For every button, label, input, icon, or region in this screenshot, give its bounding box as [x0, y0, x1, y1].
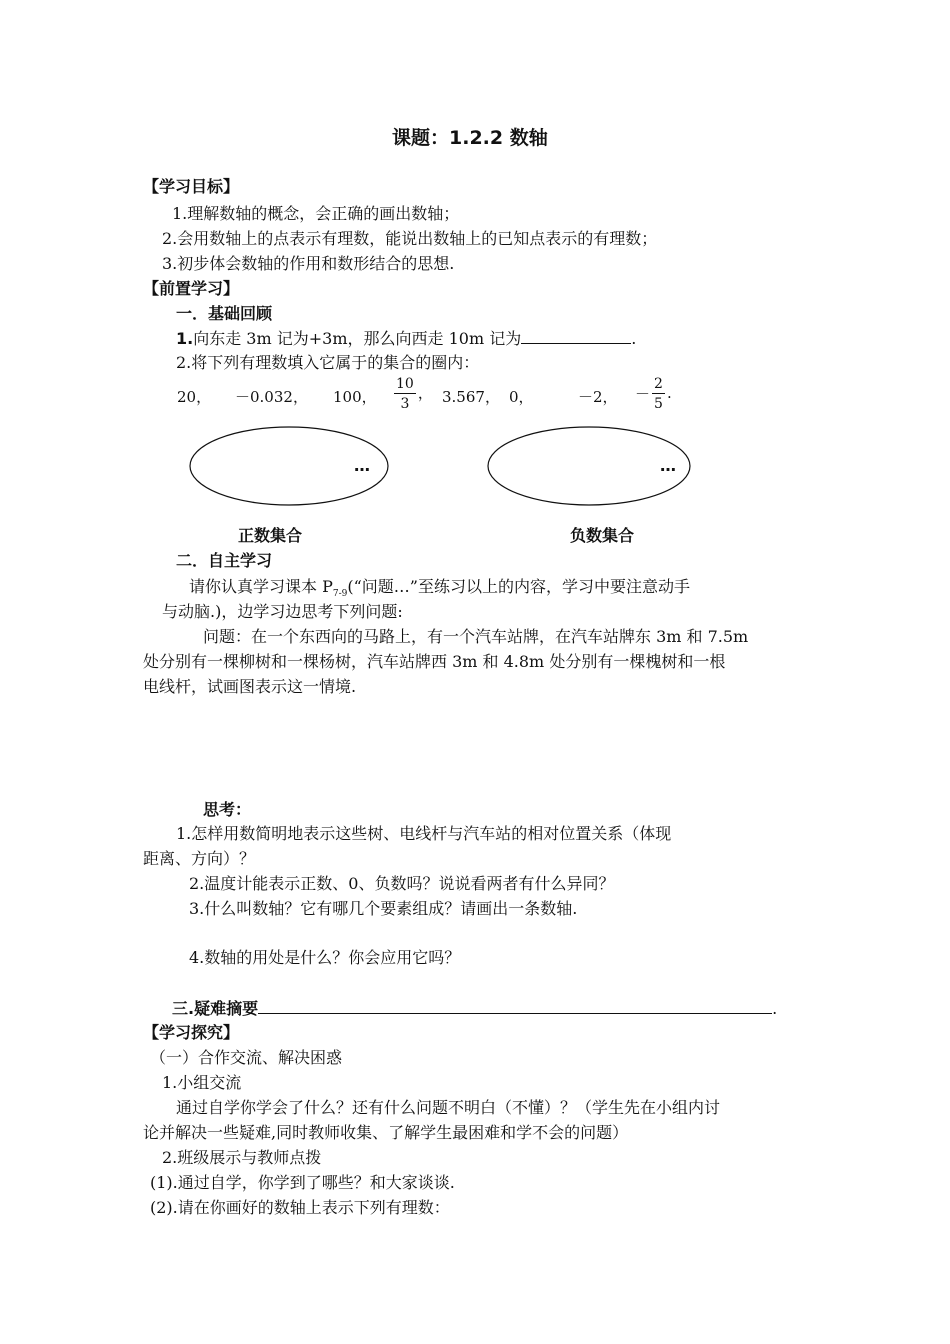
self-study-text: 请你认真学习课本 P [189, 577, 333, 596]
think-header: 思考： [203, 800, 252, 819]
negative-set-dots: … [660, 456, 676, 475]
number-item: 3.567， [442, 388, 500, 406]
number-item: －0.032， [235, 388, 308, 406]
self-study-paragraph-line2: 与动脑.)，边学习边思考下列问题: [162, 602, 403, 621]
problem-text: 电线杆，试画图表示这一情境. [143, 677, 357, 696]
number-item: 0， [509, 388, 534, 406]
think-question-1: 1.怎样用数简明地表示这些树、电线杆与汽车站的相对位置关系（体现 [176, 824, 672, 843]
objective-item: 1.理解数轴的概念，会正确的画出数轴； [172, 204, 460, 223]
difficulty-blank[interactable] [258, 999, 772, 1014]
difficulty-summary [172, 998, 777, 1020]
negative-set-label: 负数集合 [570, 526, 635, 545]
class-item: (1).通过自学，你学到了哪些？和大家谈谈. [150, 1173, 455, 1192]
think-question-3: 3.什么叫数轴？它有哪几个要素组成？请画出一条数轴. [189, 899, 578, 918]
objective-item: 3.初步体会数轴的作用和数形结合的思想. [162, 254, 455, 273]
fraction-sign: － [635, 385, 651, 403]
positive-set-label: 正数集合 [238, 526, 303, 545]
think-question-2: 2.温度计能表示正数、0、负数吗？说说看两者有什么异同？ [189, 874, 615, 893]
number-item: －2， [578, 388, 618, 406]
group-text: 论并解决一些疑难,同时教师收集、了解学生最困难和学不会的问题） [143, 1123, 629, 1142]
review-q1-end: . [631, 329, 637, 348]
think-question-1-cont: 距离、方向）？ [143, 849, 256, 868]
number-item: 100， [333, 388, 377, 406]
fraction-numerator: 2 [654, 376, 663, 392]
fraction-tail: ， [417, 384, 433, 402]
objective-item: 2.会用数轴上的点表示有理数，能说出数轴上的已知点表示的有理数； [162, 229, 658, 248]
positive-set-dots: … [354, 456, 370, 475]
problem-text: 问题：在一个东西向的马路上，有一个汽车站牌，在汽车站牌东 3m 和 7.5m [203, 627, 749, 646]
page-title: 课题：1.2.2 数轴 [392, 127, 548, 149]
fraction-denominator: 5 [654, 396, 663, 412]
review-q1-number: 1. [176, 329, 194, 348]
number-item: 20， [177, 388, 212, 406]
fraction-numerator: 10 [396, 376, 414, 392]
difficulty-label: 三.疑难摘要 [172, 999, 259, 1018]
group-header: 1.小组交流 [162, 1073, 242, 1092]
review-q1-text: 向东走 3m 记为+3m，那么向西走 10m 记为 [193, 329, 522, 348]
group-text: 通过自学你学会了什么？还有什么问题不明白（不懂）？（学生先在小组内讨 [176, 1098, 721, 1117]
self-study-header: 二．自主学习 [176, 551, 273, 570]
class-header: 2.班级展示与教师点拨 [162, 1148, 322, 1167]
problem-text: 处分别有一棵柳树和一棵杨树，汽车站牌西 3m 和 4.8m 处分别有一棵槐树和一根 [143, 652, 726, 671]
objectives-header: 【学习目标】 [143, 177, 240, 196]
class-item: (2).请在你画好的数轴上表示下列有理数： [150, 1198, 450, 1217]
fraction-denominator: 3 [400, 396, 410, 412]
fraction-tail: . [666, 384, 672, 402]
difficulty-end: . [772, 999, 778, 1018]
explore-subheader: （一）合作交流、解决困惑 [150, 1048, 343, 1067]
think-question-4: 4.数轴的用处是什么？你会应用它吗？ [189, 948, 461, 967]
review-question-2: 2.将下列有理数填入它属于的集合的圈内： [176, 353, 480, 372]
preview-header: 【前置学习】 [143, 279, 240, 298]
explore-header: 【学习探究】 [143, 1023, 240, 1042]
review-header: 一．基础回顾 [176, 304, 273, 323]
self-study-text: (“问题…”至练习以上的内容，学习中要注意动手 [347, 577, 690, 596]
page-range: 7-9 [332, 589, 348, 600]
